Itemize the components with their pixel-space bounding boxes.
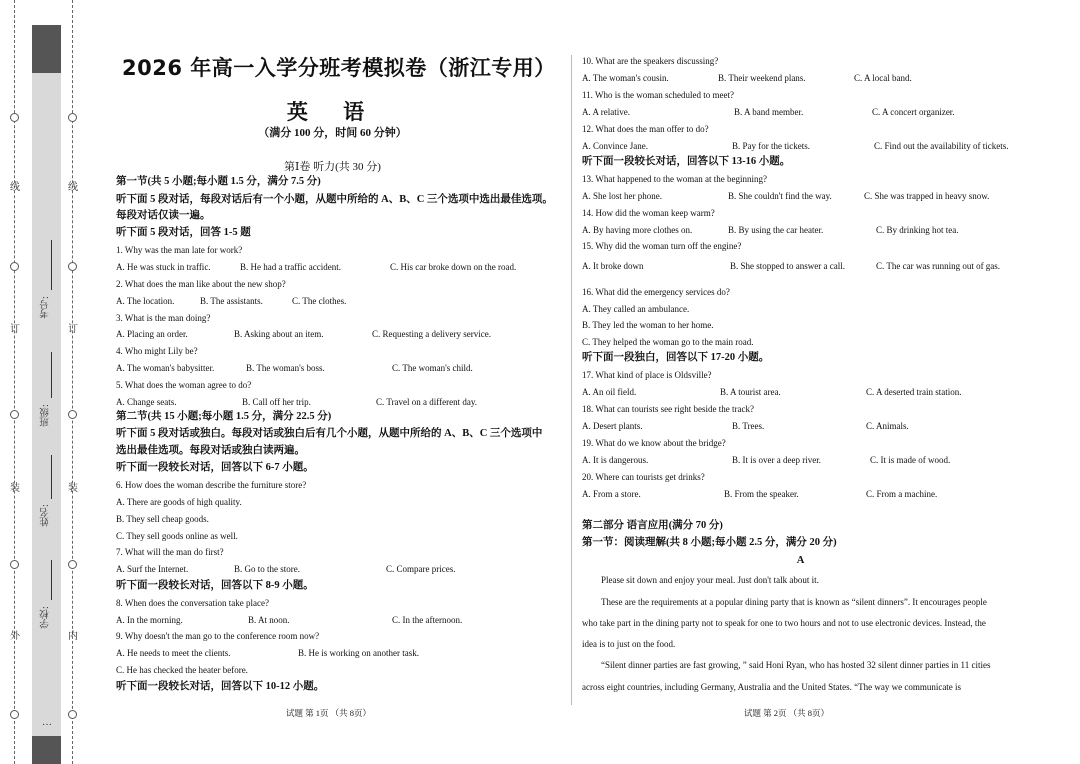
question-3: 3. What is the man doing? — [116, 313, 211, 323]
outer-mark-zhuang: 装 — [10, 483, 20, 494]
option-a[interactable]: A. An oil field. — [582, 387, 637, 397]
subject-title: 英 语 — [286, 100, 379, 124]
inner-mark-xian: 线 — [68, 182, 78, 193]
binding-dark-block-bottom — [32, 736, 61, 764]
instruction-13-16: 听下面一段较长对话，回答以下 13-16 小题。 — [582, 156, 791, 167]
option-c[interactable]: C. It is made of wood. — [870, 455, 951, 465]
question-7: 7. What will the man do first? — [116, 547, 224, 557]
question-16-option-a[interactable]: A. They called an ambulance. — [582, 304, 690, 314]
section-2-heading: 第二节(共 15 小题;每小题 1.5 分，满分 22.5 分) — [116, 411, 332, 422]
option-a[interactable]: A. By having more clothes on. — [582, 225, 693, 235]
section-1-instruction: 听下面 5 段对话，每段对话后有一个小题，从题中所给的 A、B、C 三个选项中选出最佳选项。 — [116, 194, 553, 205]
option-a[interactable]: A. Convince Jane. — [582, 141, 648, 151]
question-12: 12. What does the man offer to do? — [582, 124, 709, 134]
outer-mark-wai: 外 — [10, 631, 20, 642]
section-2-instruction: 选出最佳选项。每段对话或独白读两遍。 — [116, 445, 305, 456]
section-1-instruction: 听下面 5 段对话，回答 1-5 题 — [116, 227, 251, 238]
passage-paragraph: Please sit down and enjoy your meal. Just don't talk about it. — [601, 575, 819, 585]
binding-hole-marker — [68, 710, 77, 719]
passage-paragraph: across eight countries, including Germany, Australia and the United States. “The way we communicate is — [582, 682, 962, 692]
question-5: 5. What does the woman agree to do? — [116, 380, 252, 390]
name-label: 姓名: — [40, 504, 51, 527]
option-c[interactable]: C. A concert organizer. — [872, 107, 955, 117]
option-a[interactable]: A. Change seats. — [116, 397, 177, 407]
binding-dark-block-top — [32, 25, 61, 73]
option-a[interactable]: A. In the morning. — [116, 615, 183, 625]
volume-heading: 第Ⅰ卷 听力(共 30 分) — [284, 161, 381, 173]
option-b[interactable]: B. Trees. — [732, 421, 765, 431]
option-c[interactable]: C. The car was running out of gas. — [876, 261, 1001, 271]
question-19: 19. What do we know about the bridge? — [582, 438, 726, 448]
column-separator — [571, 55, 572, 705]
option-c[interactable]: C. A local band. — [854, 73, 912, 83]
question-6-option-c[interactable]: C. They sell goods online as well. — [116, 531, 238, 541]
binding-hole-marker — [68, 113, 77, 122]
passage-paragraph: “Silent dinner parties are fast growing, ” said Honi Ryan, who has hosted 32 silent dinner parties in 11 cities — [601, 660, 991, 670]
binding-hole-marker — [10, 560, 19, 569]
question-9: 9. Why doesn't the man go to the conference room now? — [116, 631, 320, 641]
binding-grey-strip — [32, 25, 61, 764]
instruction-8-9: 听下面一段较长对话，回答以下 8-9 小题。 — [116, 580, 314, 591]
question-1: 1. Why was the man late for work? — [116, 245, 243, 255]
class-fill-line[interactable] — [51, 352, 52, 398]
option-b[interactable]: B. By using the car heater. — [728, 225, 824, 235]
outer-mark-xian: 线 — [10, 182, 20, 193]
option-a[interactable]: A. She lost her phone. — [582, 191, 662, 201]
instruction-10-12: 听下面一段较长对话，回答以下 10-12 小题。 — [116, 681, 325, 692]
option-c[interactable]: C. A deserted train station. — [866, 387, 962, 397]
inner-mark-ding: 订 — [68, 324, 78, 335]
option-b[interactable]: B. The woman's boss. — [246, 363, 325, 373]
option-c[interactable]: C. The woman's child. — [392, 363, 473, 373]
passage-paragraph: idea is to just on the food. — [582, 639, 676, 649]
binding-dots: … — [42, 717, 52, 728]
inner-mark-nei: 内 — [68, 631, 78, 642]
question-2: 2. What does the man like about the new shop? — [116, 279, 286, 289]
option-c[interactable]: C. By drinking hot tea. — [876, 225, 959, 235]
option-c[interactable]: C. Compare prices. — [386, 564, 456, 574]
name-fill-line[interactable] — [51, 455, 52, 499]
page-1-column — [110, 0, 565, 764]
option-a[interactable]: A. It is dangerous. — [582, 455, 649, 465]
option-c[interactable]: C. From a machine. — [866, 489, 938, 499]
option-a[interactable]: A. Desert plants. — [582, 421, 643, 431]
option-a[interactable]: A. The woman's cousin. — [582, 73, 669, 83]
option-c[interactable]: C. She was trapped in heavy snow. — [864, 191, 990, 201]
question-6-option-a[interactable]: A. There are goods of high quality. — [116, 497, 242, 507]
option-b[interactable]: B. The assistants. — [200, 296, 263, 306]
score-time-note: （满分 100 分，时间 60 分钟） — [258, 127, 407, 139]
option-b[interactable]: B. Pay for the tickets. — [732, 141, 810, 151]
option-b[interactable]: B. She stopped to answer a call. — [730, 261, 845, 271]
question-16: 16. What did the emergency services do? — [582, 287, 730, 297]
section-1-heading: 第一节(共 5 小题;每小题 1.5 分，满分 7.5 分) — [116, 176, 321, 187]
binding-hole-marker — [10, 710, 19, 719]
option-b[interactable]: B. A band member. — [734, 107, 804, 117]
binding-hole-marker — [68, 560, 77, 569]
option-b[interactable]: B. It is over a deep river. — [732, 455, 821, 465]
question-6-option-b[interactable]: B. They sell cheap goods. — [116, 514, 209, 524]
passage-paragraph: who take part in the dining party not to speak for one to two hours and not to use electronic devices. Instead, the — [582, 618, 986, 628]
exam-title: 2026 年高一入学分班考模拟卷（浙江专用） — [122, 56, 556, 80]
question-10: 10. What are the speakers discussing? — [582, 56, 719, 66]
option-c[interactable]: C. Travel on a different day. — [376, 397, 477, 407]
option-c[interactable]: C. In the afternoon. — [392, 615, 463, 625]
option-c[interactable]: C. Animals. — [866, 421, 909, 431]
option-a[interactable]: A. It broke down — [582, 261, 644, 271]
question-4: 4. Who might Lily be? — [116, 346, 198, 356]
option-b[interactable]: B. He had a traffic accident. — [240, 262, 342, 272]
reading-section-heading: 第一节：阅读理解(共 8 小题;每小题 2.5 分，满分 20 分) — [582, 537, 837, 548]
passage-paragraph: These are the requirements at a popular dining party that is known as “silent dinners”. It encourages people — [601, 597, 987, 607]
option-c[interactable]: C. His car broke down on the road. — [390, 262, 517, 272]
section-2-instruction: 听下面 5 段对话或独白。每段对话或独白后有几个小题，从题中所给的 A、B、C 三个选项中 — [116, 428, 543, 439]
school-fill-line[interactable] — [51, 560, 52, 600]
question-8: 8. When does the conversation take place? — [116, 598, 270, 608]
exam-number-label: 考号: — [40, 296, 51, 319]
question-16-option-b[interactable]: B. They led the woman to her home. — [582, 320, 714, 330]
binding-hole-marker — [68, 410, 77, 419]
inner-mark-zhuang: 装 — [68, 483, 78, 494]
question-18: 18. What can tourists see right beside the track? — [582, 404, 755, 414]
outer-mark-ding: 订 — [10, 324, 20, 335]
binding-margin — [0, 0, 92, 764]
option-a[interactable]: A. Placing an order. — [116, 329, 188, 339]
question-11: 11. Who is the woman scheduled to meet? — [582, 90, 734, 100]
binding-hole-marker — [68, 262, 77, 271]
option-b[interactable]: B. A tourist area. — [720, 387, 781, 397]
question-14: 14. How did the woman keep warm? — [582, 208, 715, 218]
page-1-footer: 试题 第 1页 （共 8页） — [286, 708, 372, 718]
school-label: 学校: — [40, 606, 51, 629]
option-b[interactable]: B. At noon. — [248, 615, 290, 625]
passage-label: A — [796, 555, 805, 566]
option-b[interactable]: B. Their weekend plans. — [718, 73, 806, 83]
instruction-17-20: 听下面一段独白，回答以下 17-20 小题。 — [582, 352, 770, 363]
page-2-column — [578, 0, 1038, 764]
section-2-instruction: 听下面一段较长对话，回答以下 6-7 小题。 — [116, 462, 314, 473]
option-a[interactable]: A. The woman's babysitter. — [116, 363, 215, 373]
part-2-heading: 第二部分 语言应用(满分 70 分) — [582, 520, 723, 531]
option-b[interactable]: B. Call off her trip. — [242, 397, 311, 407]
option-b[interactable]: B. She couldn't find the way. — [728, 191, 832, 201]
question-15: 15. Why did the woman turn off the engine? — [582, 241, 742, 251]
class-label: 班级: — [40, 404, 51, 427]
option-c[interactable]: C. Requesting a delivery service. — [372, 329, 491, 339]
question-20: 20. Where can tourists get drinks? — [582, 472, 705, 482]
question-17: 17. What kind of place is Oldsville? — [582, 370, 712, 380]
exam-number-fill-line[interactable] — [51, 240, 52, 290]
binding-hole-marker — [10, 113, 19, 122]
section-1-instruction: 每段对话仅读一遍。 — [116, 210, 211, 221]
binding-hole-marker — [10, 262, 19, 271]
question-9-option-c[interactable]: C. He has checked the heater before. — [116, 665, 248, 675]
page-2-footer: 试题 第 2页 （共 8页） — [744, 708, 830, 718]
option-a[interactable]: A. He needs to meet the clients. — [116, 648, 231, 658]
option-b[interactable]: B. He is working on another task. — [298, 648, 419, 658]
option-a[interactable]: A. Surf the Internet. — [116, 564, 189, 574]
option-a[interactable]: A. The location. — [116, 296, 175, 306]
option-b[interactable]: B. From the speaker. — [724, 489, 799, 499]
option-a[interactable]: A. He was stuck in traffic. — [116, 262, 211, 272]
option-a[interactable]: A. A relative. — [582, 107, 630, 117]
question-13: 13. What happened to the woman at the beginning? — [582, 174, 768, 184]
option-b[interactable]: B. Asking about an item. — [234, 329, 324, 339]
option-c[interactable]: C. The clothes. — [292, 296, 347, 306]
question-6: 6. How does the woman describe the furniture store? — [116, 480, 307, 490]
option-a[interactable]: A. From a store. — [582, 489, 641, 499]
binding-hole-marker — [10, 410, 19, 419]
option-c[interactable]: C. Find out the availability of tickets. — [874, 141, 1009, 151]
option-b[interactable]: B. Go to the store. — [234, 564, 300, 574]
question-16-option-c[interactable]: C. They helped the woman go to the main road. — [582, 337, 754, 347]
